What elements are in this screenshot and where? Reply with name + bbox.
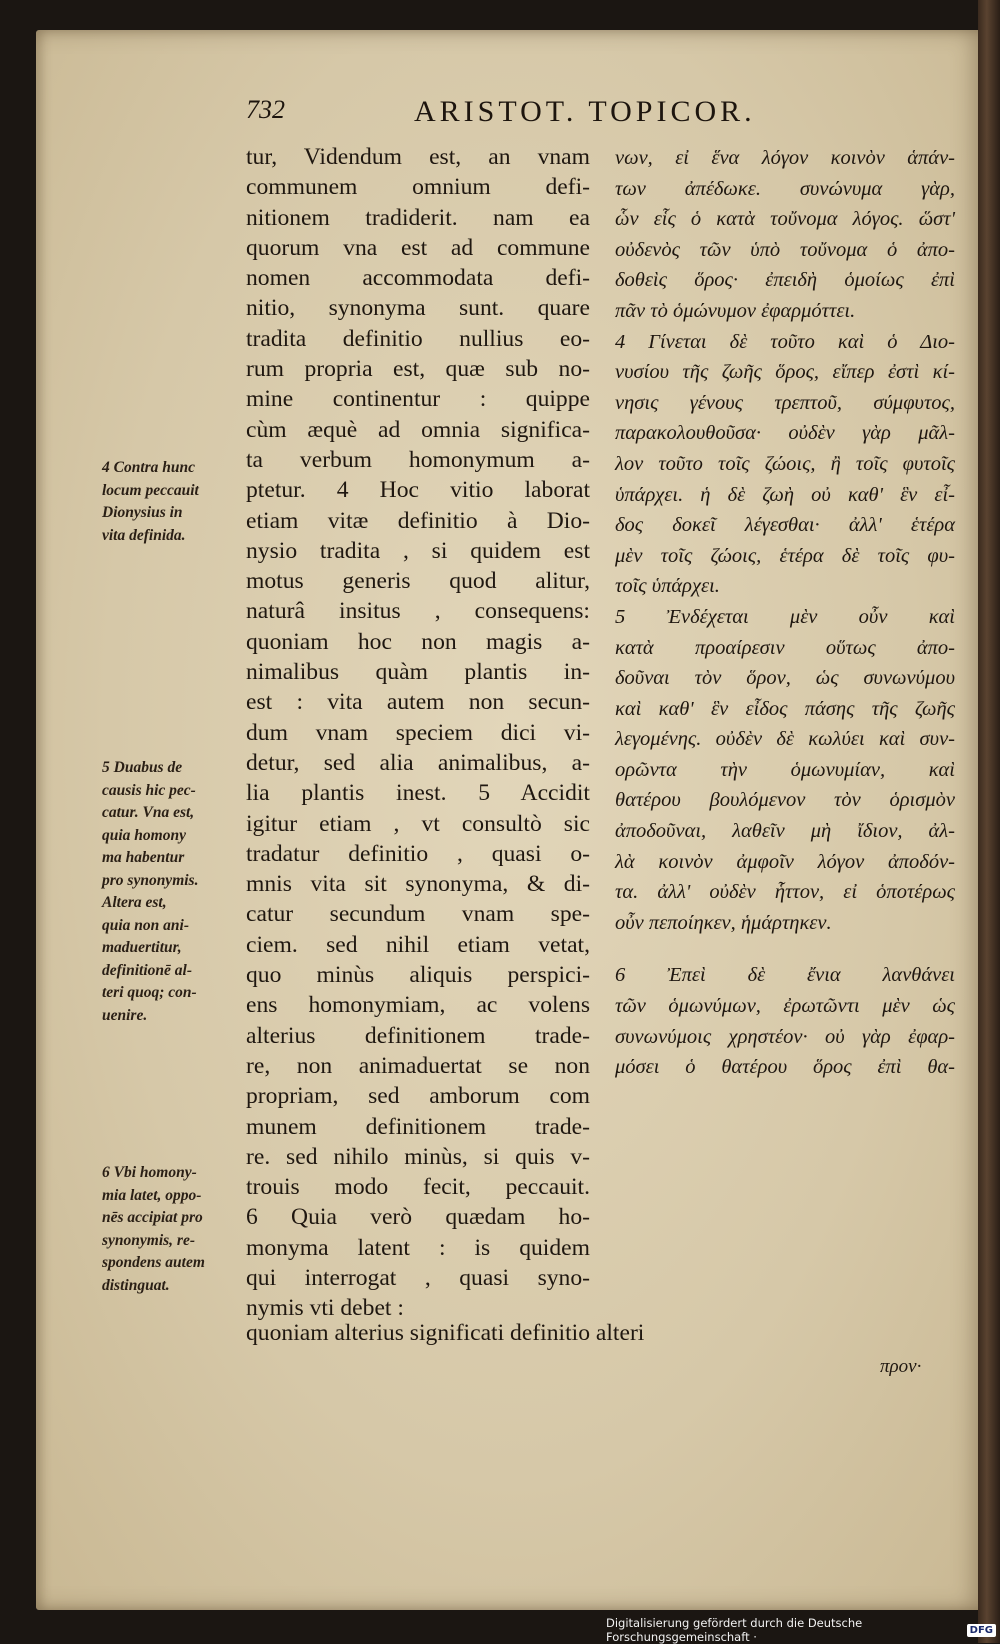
margin-note-line: uenire. [102,1006,148,1024]
margin-note-line: spondens autem [102,1254,205,1271]
greek-line [615,938,955,960]
margin-note-line: catur. Vna est, [102,804,195,821]
running-title: ARISTOT. TOPICOR. [414,95,756,128]
margin-note-line: definitionē al- [102,961,192,979]
latin-line: cùm æquè ad omnia significa- [246,416,590,443]
book-edge [978,0,1000,1643]
margin-note-line: quia homony [102,826,186,844]
latin-line: quorum vna est ad commune [246,234,590,261]
latin-line: trouis modo fecit, peccauit. [246,1174,590,1201]
margin-note-line: pro synonymis. [102,871,199,889]
latin-line: quoniam hoc non magis a- [246,628,590,655]
latin-line: igitur etiam , vt consultò sic [246,810,590,837]
latin-line: qui interrogat , quasi syno- [246,1264,590,1291]
latin-line: ciem. sed nihil etiam vetat, [246,931,590,958]
greek-line: λὰ κοινὸν ἀμφοῖν λόγον ἀποδόν- [615,850,955,873]
page-number: 732 [246,95,285,124]
greek-line: 4 Γίνεται δὲ τοῦτο καὶ ὁ Διο- [615,330,955,353]
latin-line: mine continentur : quippe [246,386,590,413]
margin-note-line: locum peccauit [102,481,199,499]
latin-line: nysio tradita , si quidem est [246,537,590,564]
greek-line: λον τοῦτο τοῖς ζώοις, ἢ τοῖς φυτοῖς [615,452,955,475]
latin-line: tradita definitio nullius eo- [246,325,590,352]
greek-line: ὑπάρχει. ἡ δὲ ζωὴ οὐ καθ' ἓν εἶ- [615,483,955,506]
latin-line: est : vita autem non secun- [246,689,590,716]
greek-line: δος δοκεῖ λέγεσθαι· ἀλλ' ἑτέρα [615,514,955,537]
greek-line: οὖν πεποίηκεν, ἡμάρτηκεν. [615,911,832,934]
latin-line: monyma latent : is quidem [246,1234,590,1261]
greek-line: οὐδενὸς τῶν ὑπὸ τοὔνομα ὁ ἀπο- [615,238,955,261]
latin-line: dum vnam speciem dici vi- [246,719,590,746]
latin-line: tur, Videndum est, an vnam [246,144,590,170]
margin-note-6 [102,1162,242,1297]
latin-line: nitionem tradiderit. nam ea [246,204,590,231]
footer-text: Digitalisierung gefördert durch die Deutsche Forschungsgemeinschaft · [606,1616,863,1644]
catchword: προν· [880,1356,922,1377]
margin-note-5 [102,757,242,1027]
latin-line: re, non animaduertat se non [246,1052,590,1079]
latin-line: motus generis quod alitur, [246,568,590,595]
latin-line: 6 Quia verò quædam ho- [246,1204,590,1231]
latin-line: nomen accommodata defi- [246,265,590,292]
greek-line: καὶ καθ' ἓν εἶδος πάσης τῆς ζωῆς [615,697,955,720]
greek-line: νυσίου τῆς ζωῆς ὅρος, εἴπερ ἐστὶ κί- [615,361,955,384]
greek-line: πᾶν τὸ ὁμώνυμον ἐφαρμόττει. [615,299,856,322]
dfg-logo: DFG [967,1624,996,1637]
page-header [0,95,1000,139]
greek-line: 6 Ἐπεὶ δὲ ἔνια λανθάνει [615,964,955,987]
margin-note-line: teri quoq; con- [102,984,197,1001]
latin-line: alterius definitionem trade- [246,1022,590,1049]
tail-line: quoniam alterius significati definitio alteri [246,1320,645,1346]
latin-line: ta verbum homonymum a- [246,446,590,473]
greek-line: τῶν ὁμωνύμων, ἐρωτῶντι μὲν ὡς [615,995,955,1018]
margin-note-line: causis hic pec- [102,781,196,799]
latin-line: nimalibus quàm plantis in- [246,659,590,686]
greek-line: ἀποδοῦναι, λαθεῖν μὴ ἴδιον, ἀλ- [615,820,955,843]
margin-note-line: 6 Vbi homony- [102,1164,197,1181]
latin-line: nymis vti debet : [246,1295,404,1322]
greek-line: συνωνύμοις χρηστέον· οὐ γὰρ ἐφαρ- [615,1025,955,1048]
greek-line: νων, εἰ ἕνα λόγον κοινὸν ἁπάν- [615,147,955,169]
margin-note-line: Dionysius in [102,504,183,521]
margin-note-line: quia non ani- [102,916,190,934]
latin-line: naturâ insitus , consequens: [246,598,590,625]
greek-line: ὧν εἷς ὁ κατὰ τοὔνομα λόγος. ὥστ' [615,208,955,231]
margin-note-line: 4 Contra hunc [102,459,196,476]
margin-note-line: maduertitur, [102,939,182,956]
margin-note-line: synonymis, re- [102,1231,195,1249]
latin-line: communem omnium defi- [246,174,590,201]
margin-note-line: distinguat. [102,1276,170,1294]
latin-line: ens homonymiam, ac volens [246,992,590,1019]
latin-column [246,142,590,1324]
greek-line: τα. ἀλλ' οὐδὲν ἧττον, εἰ ὁποτέρως [615,881,955,904]
greek-line: λεγομένης. οὐδὲν δὲ κωλύει καὶ συν- [615,728,955,751]
latin-line: rum propria est, quæ sub no- [246,356,590,383]
greek-line: μὲν τοῖς ζώοις, ἑτέρα δὲ τοῖς φυ- [615,544,955,567]
margin-note-line: ma habentur [102,849,185,866]
greek-line: 5 Ἐνδέχεται μὲν οὖν καὶ [615,605,955,628]
margin-note-line: Altera est, [102,894,167,911]
margin-note-4 [102,457,242,547]
latin-line: propriam, sed amborum com [246,1083,590,1110]
latin-line: mnis vita sit synonyma, & di- [246,871,590,898]
greek-line: τοῖς ὑπάρχει. [615,575,720,598]
greek-line: κατὰ προαίρεσιν οὕτως ἀπο- [615,636,955,659]
latin-line: munem definitionem trade- [246,1113,590,1140]
latin-line: etiam vitæ definitio à Dio- [246,507,590,534]
latin-line: nitio, synonyma sunt. quare [246,295,590,322]
greek-line: θατέρου βουλόμενον τὸν ὁρισμὸν [615,789,955,812]
greek-line: νησις γένους τρεπτοῦ, σύμφυτος, [615,391,955,414]
greek-column [615,143,955,1083]
margin-note-line: vita definida. [102,526,186,544]
margin-note-line: nēs accipiat pro [102,1209,203,1226]
latin-line: tradatur definitio , quasi o- [246,840,590,867]
margin-note-line: mia latet, oppo- [102,1186,202,1204]
greek-line: ορῶντα τὴν ὁμωνυμίαν, καὶ [615,758,955,781]
latin-line: detur, sed alia animalibus, a- [246,749,590,776]
digitization-footer [606,1616,996,1644]
greek-line: δοῦναι τὸν ὅρον, ὡς συνωνύμου [615,667,955,690]
greek-line: των ἀπέδωκε. συνώνυμα γὰρ, [615,177,955,200]
greek-line: δοθεὶς ὅρος· ἐπειδὴ ὁμοίως ἐπὶ [615,269,955,292]
latin-line: quo minùs aliquis perspici- [246,962,590,989]
latin-line: ptetur. 4 Hoc vitio laborat [246,477,590,504]
latin-line: catur secundum vnam spe- [246,901,590,928]
margin-note-line: 5 Duabus de [102,759,183,776]
greek-line: μόσει ὁ θατέρου ὅρος ἐπὶ θα- [615,1056,955,1079]
latin-line: lia plantis inest. 5 Accidit [246,780,590,807]
greek-line: παρακολουθοῦσα· οὐδὲν γὰρ μᾶλ- [615,422,955,445]
latin-line: re. sed nihilo minùs, si quis v- [246,1143,590,1170]
